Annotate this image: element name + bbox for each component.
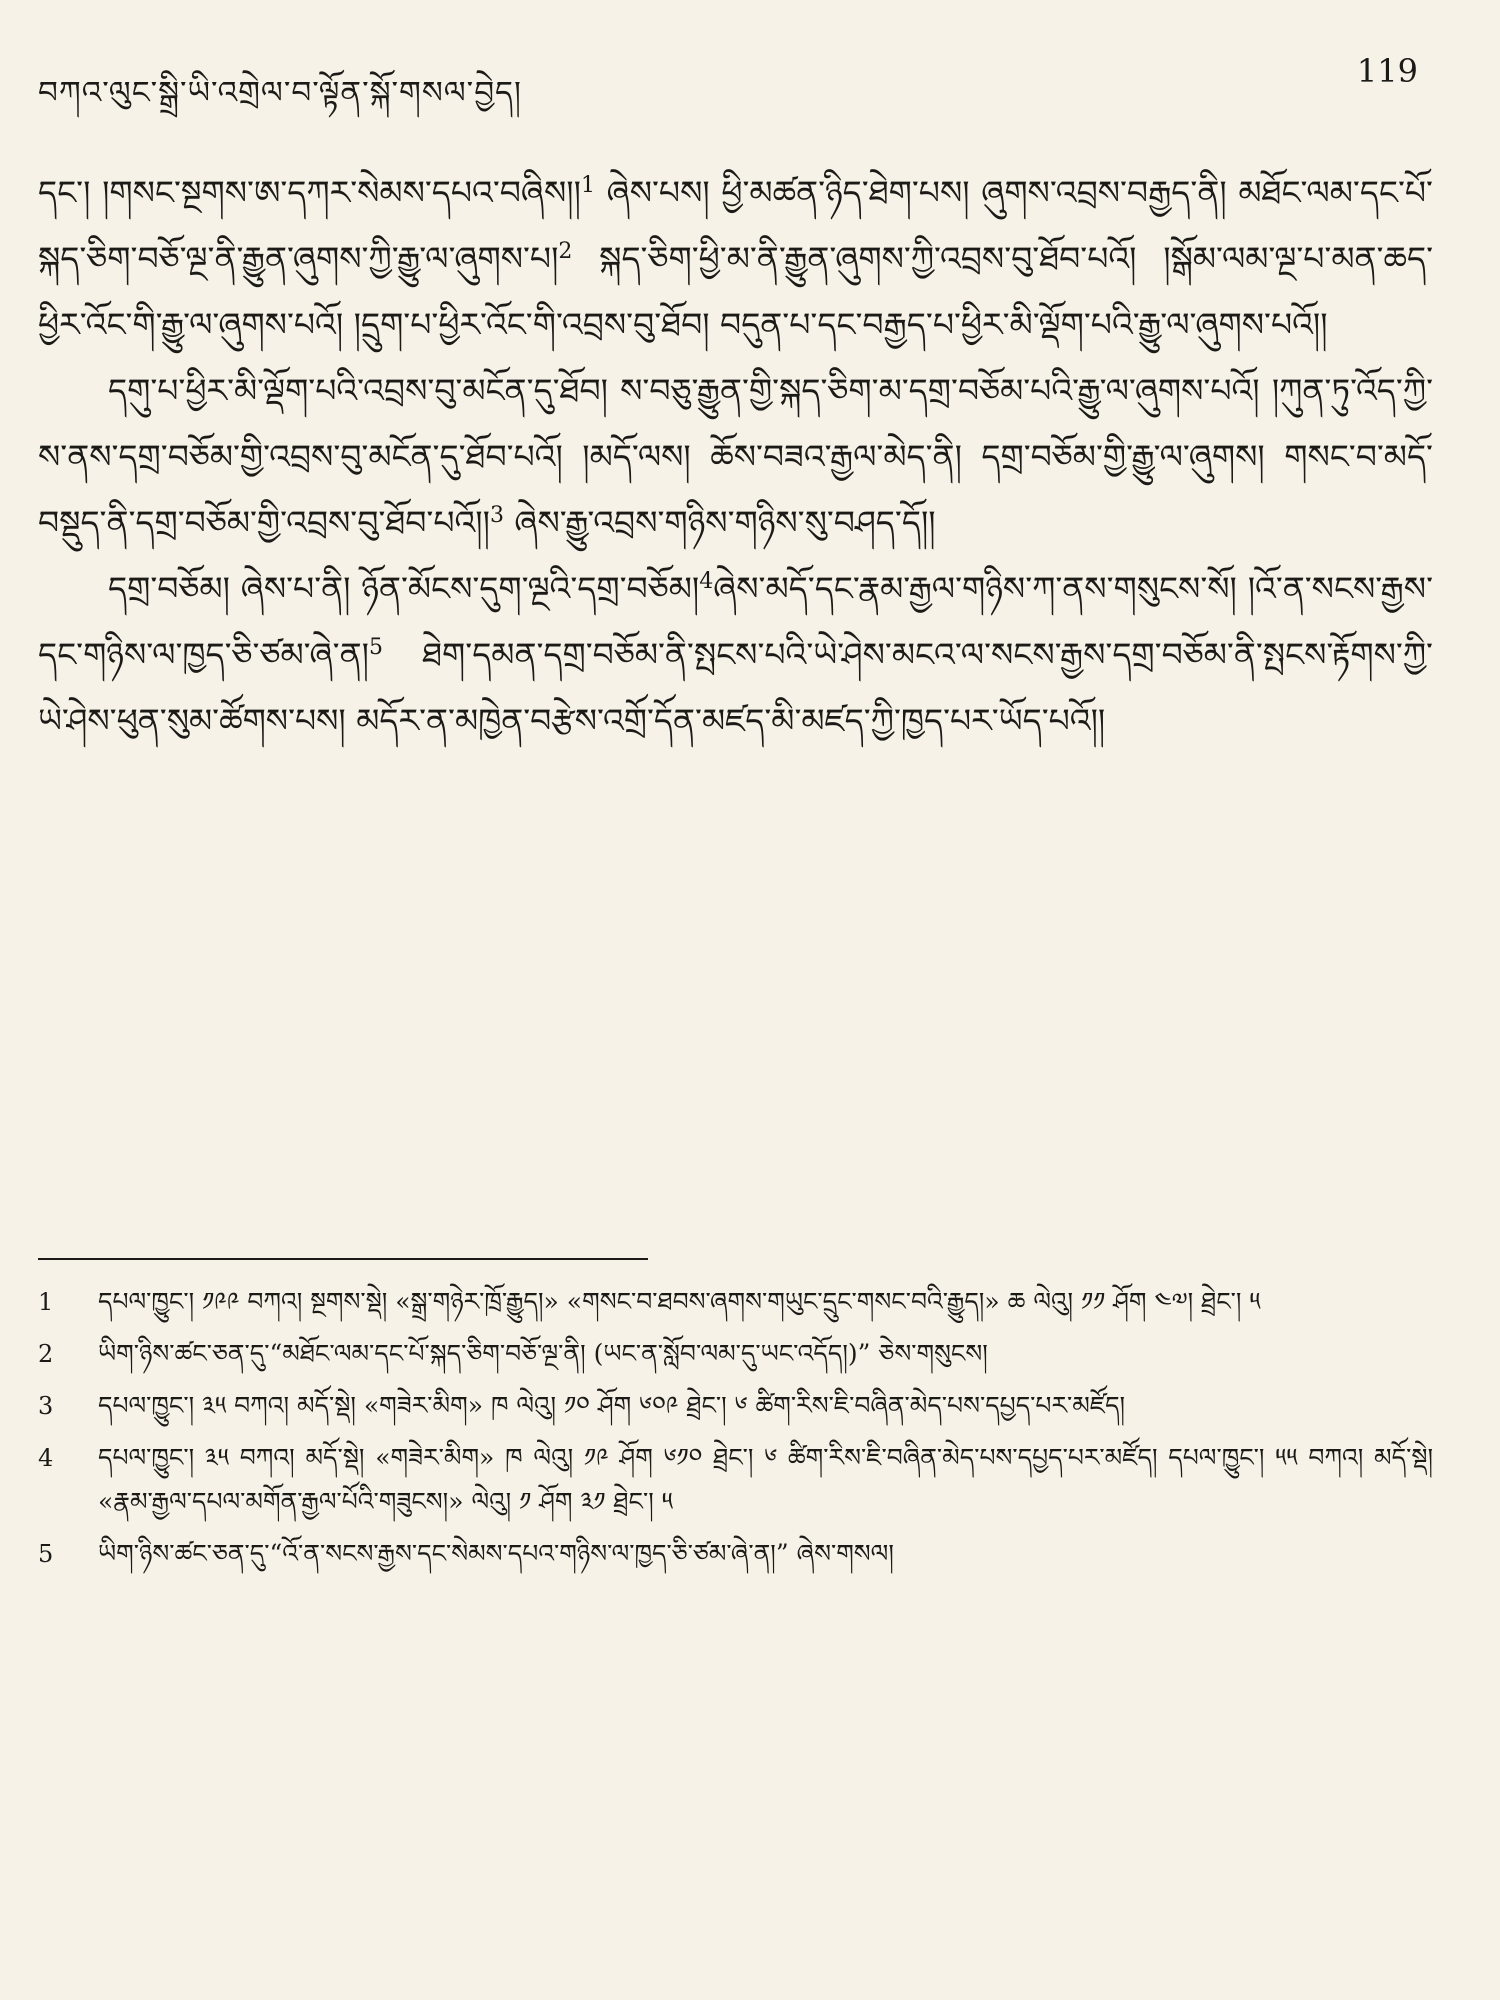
footnote-reference[interactable]: 1	[580, 173, 595, 198]
paragraph-text: ཐེག་དམན་དགྲ་བཅོམ་ནི་སྤངས་པའི་ཡེ་ཤེས་མངའ་ལ་སངས་རྒྱས་དགྲ་བཅོམ་ནི་སྤངས་རྟོགས་ཀྱི་ཡེ་ཤེས་ཕུན་སུམ་ཚོགས་པས། མདོར་ན་མཁྱེན་བརྩེས་འགྲོ་དོན་མཛད་མི་མཛད་ཀྱི་ཁྱད་པར་ཡོད་པའོ།།	[38, 635, 1433, 740]
body-paragraph	[38, 358, 1433, 556]
footnote	[38, 1332, 1433, 1376]
body-paragraph	[38, 556, 1433, 754]
footnote-text: ཡིག་ཉིས་ཚང་ཅན་དུ་“མཐོང་ལམ་དང་པོ་སྐད་ཅིག་བཅོ་ལྔ་ནི། (ཡང་ན་སློབ་ལམ་དུ་ཡང་འདོད།)” ཅེས་གསུངས།	[98, 1339, 988, 1368]
footnote-reference[interactable]: 4	[699, 569, 714, 594]
body-text	[38, 160, 1433, 754]
paragraph-text: དགྲ་བཅོམ། ཞེས་པ་ནི། ཉོན་མོངས་དུག་ལྔའི་དགྲ་བཅོམ།	[108, 569, 700, 608]
footnote-text: དཔལ་ཁྱུང་། ༣༥ བཀའ། མདོ་སྡེ། «གཟེར་མིག» ཁ ལེའུ། ༡༩ ཤོག ༦༡༠ ཐྲེང་། ༦ ཚིག་རིས་ཇི་བཞིན་མེད་པས་དཔྱད་པར་མཛོད། དཔལ་ཁྱུང་། ༥༥ བཀའ། མདོ་སྡེ། «རྣམ་རྒྱལ་དཔལ་མགོན་རྒྱལ་པོའི་གཟུངས།» ལེའུ། ༡ ཤོག ༣༡ ཐྲེང་། ༥	[98, 1443, 1433, 1516]
paragraph-text: ཞེས་མདོ་དང་རྣམ་རྒྱལ་གཉིས་ཀ་ནས་གསུངས་སོ། །འོ་ན་སངས་རྒྱས་དང་གཉིས་ལ་ཁྱད་ཅི་ཙམ་ཞེ་ན།	[38, 569, 1433, 674]
footnote-number: 2	[38, 1340, 54, 1368]
footnote	[38, 1532, 1433, 1576]
footnote	[38, 1384, 1433, 1428]
body-paragraph	[38, 160, 1433, 358]
footnote-text: དཔལ་ཁྱུང་། ༡༩༩ བཀའ། སྔགས་སྡེ། «སྒྲ་གཉེར་ཁྲོ་རྒྱུད།» «གསང་བ་ཐབས་ཞགས་གཡུང་དྲུང་གསང་བའི་རྒྱུད།» ཆ ལེའུ། ༡༡ ཤོག ༤༧། ཐྲེང་། ༥	[98, 1287, 1261, 1316]
paragraph-text: ཞེས་པས། ཕྱི་མཚན་ཉིད་ཐེག་པས། ཞུགས་འབྲས་བརྒྱད་ནི། མཐོང་ལམ་དང་པོ་སྐད་ཅིག་བཅོ་ལྔ་ནི་རྒྱུན་ཞུགས་ཀྱི་རྒྱུ་ལ་ཞུགས་པ།	[38, 173, 1433, 278]
footnote	[38, 1280, 1433, 1324]
footnote-text: ཡིག་ཉིས་ཚང་ཅན་དུ་“འོ་ན་སངས་རྒྱས་དང་སེམས་དཔའ་གཉིས་ལ་ཁྱད་ཅི་ཙམ་ཞེ་ན།” ཞེས་གསལ།	[98, 1539, 894, 1568]
page-number: 119	[1356, 52, 1418, 90]
running-title: བཀའ་ལུང་སྒྲི་ཡི་འགྲེལ་བ་ལྟོན་སྐོ་གསལ་བྱེད།	[38, 75, 522, 111]
footnote-reference[interactable]: 5	[368, 635, 383, 660]
paragraph-text: དང་། །གསང་སྔགས་ཨ་དཀར་སེམས་དཔའ་བཞིས།།	[38, 173, 581, 212]
footnote-number: 5	[38, 1540, 54, 1568]
paragraph-text: སྐད་ཅིག་ཕྱི་མ་ནི་རྒྱུན་ཞུགས་ཀྱི་འབྲས་བུ་ཐོབ་པའོ། །སྒོམ་ལམ་ལྔ་པ་མན་ཆད་ཕྱིར་འོང་གི་རྒྱུ་ལ་ཞུགས་པའོ། །དྲུག་པ་ཕྱིར་འོང་གི་འབྲས་བུ་ཐོབ། བདུན་པ་དང་བརྒྱད་པ་ཕྱིར་མི་ལྡོག་པའི་རྒྱུ་ལ་ཞུགས་པའོ།།	[38, 239, 1433, 344]
paragraph-text: དགུ་པ་ཕྱིར་མི་ལྡོག་པའི་འབྲས་བུ་མངོན་དུ་ཐོབ། ས་བཅུ་རྒྱུན་གྱི་སྐད་ཅིག་མ་དགྲ་བཅོམ་པའི་རྒྱུ་ལ་ཞུགས་པའོ། །ཀུན་ཏུ་འོད་ཀྱི་ས་ནས་དགྲ་བཅོམ་གྱི་འབྲས་བུ་མངོན་དུ་ཐོབ་པའོ། །མདོ་ལས། ཆོས་བཟའ་རྒྱལ་མེད་ནི། དགྲ་བཅོམ་གྱི་རྒྱུ་ལ་ཞུགས། གསང་བ་མདོ་བསྡུད་ནི་དགྲ་བཅོམ་གྱི་འབྲས་བུ་ཐོབ་པའོ།།	[38, 371, 1433, 542]
footnote-divider	[38, 1258, 648, 1260]
footnote-text: དཔལ་ཁྱུང་། ༣༥ བཀའ། མདོ་སྡེ། «གཟེར་མིག» ཁ ལེའུ། ༡༠ ཤོག ༦༠༩ ཐྲེང་། ༦ ཚིག་རིས་ཇི་བཞིན་མེད་པས་དཔྱད་པར་མཛོད།	[98, 1391, 1126, 1420]
footnote-number: 3	[38, 1392, 54, 1420]
running-header	[38, 52, 1418, 111]
footnote	[38, 1436, 1433, 1524]
footnotes	[38, 1280, 1433, 1584]
footnote-number: 1	[38, 1288, 54, 1316]
paragraph-text: ཞེས་རྒྱུ་འབྲས་གཉིས་གཉིས་སུ་བཤད་དོ།།	[503, 503, 936, 542]
footnote-number: 4	[38, 1444, 54, 1472]
footnote-reference[interactable]: 3	[489, 503, 504, 528]
footnote-reference[interactable]: 2	[558, 239, 573, 264]
